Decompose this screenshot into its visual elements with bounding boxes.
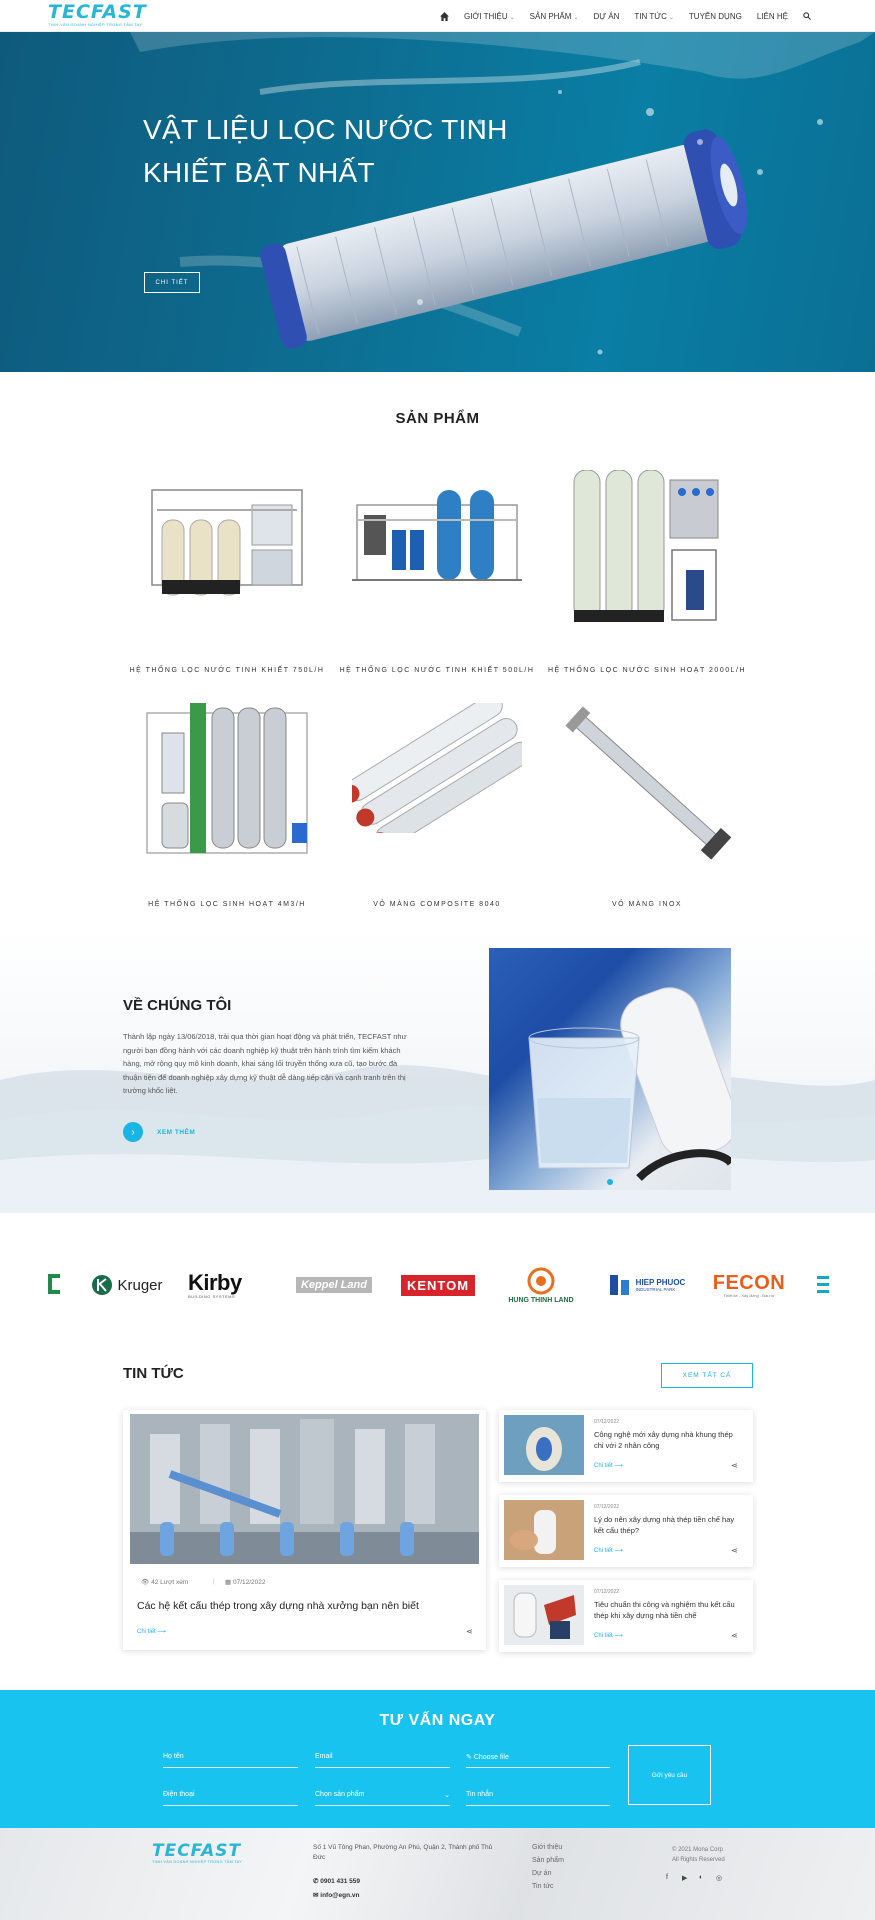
hiep-phuoc-text: HIEP PHUOC: [635, 1278, 686, 1287]
hero-title: VẬT LIỆU LỌC NƯỚC TINH KHIẾT BẬT NHẤT: [143, 114, 508, 188]
hiep-phuoc-mark-icon: [607, 1272, 633, 1298]
fecon-subtext: Thiết kế - Xây dựng - Đầu tư: [723, 1292, 775, 1298]
news-views: 👁 42 Lượt xem: [141, 1579, 189, 1586]
footer-logo-text: TECFAST: [152, 1841, 242, 1861]
glass-and-filter-image: [489, 948, 731, 1190]
about-image: [489, 948, 731, 1190]
site-header: [0, 0, 875, 32]
featured-news-image: [130, 1414, 479, 1564]
nav-item-san-pham[interactable]: SẢN PHẨM ⌄: [529, 11, 579, 21]
product-select[interactable]: Chọn sản phẩm ⌄: [315, 1786, 450, 1806]
chevron-down-icon: ⌄: [573, 14, 579, 21]
calendar-icon: ▦: [225, 1579, 232, 1586]
news-title[interactable]: Tiêu chuẩn thi công và nghiệm thu kết cấu thép khi xây dựng nhà tiền chế: [594, 1600, 735, 1620]
kruger-mark-icon: [91, 1274, 113, 1296]
chevron-down-icon: ⌄: [668, 14, 674, 21]
paperclip-icon: ✎: [466, 1754, 472, 1761]
product-name[interactable]: HỆ THỐNG LỌC NƯỚC SINH HOẠT 2000L/H: [547, 667, 747, 674]
view-all-news-button[interactable]: XEM TẤT CẢ: [661, 1363, 753, 1388]
chevron-down-icon: ⌄: [509, 14, 515, 21]
partner-logo-fecon[interactable]: [706, 1255, 792, 1315]
mail-icon: ✉: [313, 1892, 319, 1899]
kirby-subtext: BUILDING SYSTEMS: [188, 1293, 236, 1299]
news-date: 07/12/2022: [594, 1504, 620, 1510]
phone-input[interactable]: Điện thoại: [163, 1786, 298, 1806]
submit-button[interactable]: Gửi yêu cầu: [628, 1745, 711, 1805]
footer-logo-tagline: TINH VÂN DOANH NGHIỆP TRONG TẦM TAY: [152, 1860, 243, 1864]
arrow-right-icon: ⟶: [614, 1548, 623, 1554]
keppel-text: Keppel Land: [296, 1277, 372, 1293]
news-section-title: TIN TỨC: [123, 1365, 184, 1382]
product-card[interactable]: [332, 703, 542, 903]
partner-logo-keppel[interactable]: [293, 1255, 375, 1315]
product-image: [562, 703, 732, 863]
eye-icon: 👁: [141, 1579, 150, 1586]
product-name[interactable]: HỆ THỐNG LỌC NƯỚC TINH KHIẾT 500L/H: [339, 667, 535, 674]
hung-thinh-mark-icon: [525, 1267, 557, 1297]
partner-logos-carousel: [0, 1255, 875, 1315]
news-date: ▦ 07/12/2022: [225, 1579, 266, 1586]
logo-tagline: TINH VÂN DOANH NGHIỆP TRONG TẦM TAY: [48, 22, 143, 27]
footer-link-tin-tuc[interactable]: Tin tức: [532, 1883, 554, 1890]
bottling-machine-image: [130, 1414, 479, 1564]
share-icon[interactable]: ⋖: [731, 1461, 738, 1470]
about-more-label: XEM THÊM: [157, 1128, 196, 1136]
hung-thinh-text: HUNG THINH LAND: [508, 1296, 574, 1304]
product-card[interactable]: [122, 703, 332, 903]
main-nav: [440, 0, 826, 32]
featured-news-title[interactable]: Các hệ kết cấu thép trong xây dựng nhà xưởng bạn nên biết: [137, 1600, 419, 1612]
kentom-text: KENTOM: [401, 1275, 475, 1296]
meta-separator: |: [213, 1578, 215, 1585]
featured-news-card[interactable]: [123, 1410, 486, 1650]
product-name[interactable]: HỆ THỐNG LỌC SINH HOẠT 4M3/H: [148, 901, 306, 908]
footer-logo[interactable]: [152, 1842, 264, 1866]
products-section-title: SẢN PHẨM: [395, 410, 480, 427]
message-input[interactable]: Tin nhắn: [466, 1786, 610, 1806]
featured-news-more-link[interactable]: Chi tiết ⟶: [137, 1629, 166, 1635]
news-list-item[interactable]: [499, 1410, 753, 1482]
email-input[interactable]: Email: [315, 1748, 450, 1768]
news-thumbnail: [504, 1500, 584, 1560]
partner-logo-kruger[interactable]: [82, 1255, 172, 1315]
kirby-text: Kirby: [188, 1269, 242, 1295]
fecon-text: FECON: [712, 1271, 786, 1294]
footer-address: Số 1 Vũ Tông Phan, Phường An Phú, Quận 2, Thành phố Thủ Đức: [313, 1844, 493, 1861]
file-input[interactable]: ✎ Choose file: [466, 1748, 610, 1768]
news-more-link[interactable]: Chi tiết ⟶: [594, 1548, 623, 1554]
partner-logo-kirby[interactable]: [188, 1255, 274, 1315]
hero-detail-button[interactable]: CHI TIẾT: [144, 272, 200, 293]
kruger-text: Kruger: [117, 1276, 163, 1294]
product-name[interactable]: HỆ THỐNG LỌC NƯỚC TINH KHIẾT 750L/H: [129, 667, 325, 674]
product-card[interactable]: [122, 470, 332, 670]
logo[interactable]: [48, 3, 176, 29]
footer-link-san-pham[interactable]: Sản phẩm: [532, 1857, 564, 1864]
partner-logo[interactable]: [814, 1255, 830, 1315]
share-icon[interactable]: ⋖: [731, 1631, 738, 1640]
chevron-right-icon: ›: [123, 1122, 143, 1142]
hiep-phuoc-subtext: INDUSTRIAL PARK: [635, 1287, 676, 1292]
news-list-item[interactable]: [499, 1580, 753, 1652]
facebook-icon[interactable]: f: [666, 1874, 668, 1881]
product-image: [562, 470, 732, 630]
product-card[interactable]: [542, 470, 752, 670]
news-thumbnail: [504, 1585, 584, 1645]
nav-item-gioi-thieu[interactable]: GIỚI THIỆU ⌄: [464, 11, 515, 21]
search-icon[interactable]: [803, 12, 811, 20]
partner-logo-hung-thinh[interactable]: [498, 1255, 584, 1315]
news-more-link[interactable]: Chi tiết ⟶: [594, 1463, 623, 1469]
product-image: [142, 703, 312, 863]
home-icon[interactable]: [440, 12, 449, 21]
news-thumbnail: [504, 1415, 584, 1475]
share-icon[interactable]: ⋖: [466, 1627, 473, 1636]
contact-title: TƯ VẤN NGAY: [379, 1712, 496, 1729]
news-date: 07/12/2022: [594, 1589, 620, 1595]
phone-icon: ✆: [313, 1878, 319, 1885]
news-date: 07/12/2022: [594, 1419, 620, 1425]
product-image: [142, 470, 312, 600]
name-input[interactable]: Họ tên: [163, 1748, 298, 1768]
nav-item-lien-he[interactable]: LIÊN HỆ: [756, 11, 788, 21]
footer-link-du-an[interactable]: Dự án: [532, 1870, 552, 1877]
site-footer: [0, 1828, 875, 1920]
news-more-link[interactable]: Chi tiết ⟶: [594, 1633, 623, 1639]
product-image: [352, 703, 522, 833]
product-name[interactable]: VỎ MÀNG INOX: [611, 901, 683, 908]
news-list-item[interactable]: [499, 1495, 753, 1567]
youtube-icon[interactable]: ▶: [682, 1875, 688, 1882]
product-card[interactable]: [332, 470, 542, 670]
nav-item-du-an[interactable]: DỰ ÁN: [593, 11, 620, 21]
news-title[interactable]: Công nghệ mới xây dựng nhà khung thép chỉ với 2 nhân công: [594, 1430, 733, 1450]
hero-banner: [0, 32, 875, 372]
about-title: VỀ CHÚNG TÔI: [123, 997, 232, 1014]
water-filter-cartridge-image: [0, 32, 875, 372]
partner-logo[interactable]: [45, 1255, 65, 1315]
arrow-right-icon: ⟶: [157, 1629, 166, 1635]
arrow-right-icon: ⟶: [614, 1463, 623, 1469]
footer-phone[interactable]: ✆ 0901 431 559: [313, 1878, 361, 1885]
flickr-icon[interactable]: ◐: [699, 1874, 704, 1881]
nav-item-tin-tuc[interactable]: TIN TỨC ⌄: [634, 11, 674, 21]
news-title[interactable]: Lý do nên xây dựng nhà thép tiền chế hay kết cấu thép?: [594, 1515, 735, 1535]
product-image: [352, 470, 522, 600]
footer-rights: All Rights Reserved: [672, 1857, 725, 1863]
about-more-button[interactable]: [123, 1122, 195, 1142]
instagram-icon[interactable]: ◎: [716, 1875, 723, 1882]
about-text: Thành lập ngày 13/06/2018, trải qua thời gian hoạt động và phát triển, TECFAST như người bạn đồng hành với các doanh nghiệp kỹ thuật trên hành trình tìm kiếm khách hàng, mở rộng quy mô kinh doanh, khai sáng lối truyền thống xưa cũ, tạo bước đà thuận tiện để doanh nghiệp xây dựng kỹ thuật dễ dàng tiếp cận và cạnh tranh trên thị trường khốc liệt.: [123, 1032, 407, 1095]
footer-copyright: © 2021 Mona Corp: [672, 1847, 723, 1853]
footer-link-gioi-thieu[interactable]: Giới thiệu: [532, 1844, 563, 1851]
product-card[interactable]: [542, 703, 752, 903]
partner-logo-kentom[interactable]: [397, 1255, 479, 1315]
chevron-down-icon: ⌄: [444, 1792, 450, 1799]
logo-text: TECFAST: [48, 1, 147, 23]
nav-item-tuyen-dung[interactable]: TUYỂN DỤNG: [688, 11, 742, 21]
share-icon[interactable]: ⋖: [731, 1546, 738, 1555]
arrow-right-icon: ⟶: [614, 1633, 623, 1639]
product-name[interactable]: VỎ MÀNG COMPOSITE 8040: [373, 901, 501, 908]
footer-email[interactable]: ✉ info@egn.vn: [313, 1892, 360, 1899]
partner-logo-hiep-phuoc[interactable]: [604, 1255, 688, 1315]
